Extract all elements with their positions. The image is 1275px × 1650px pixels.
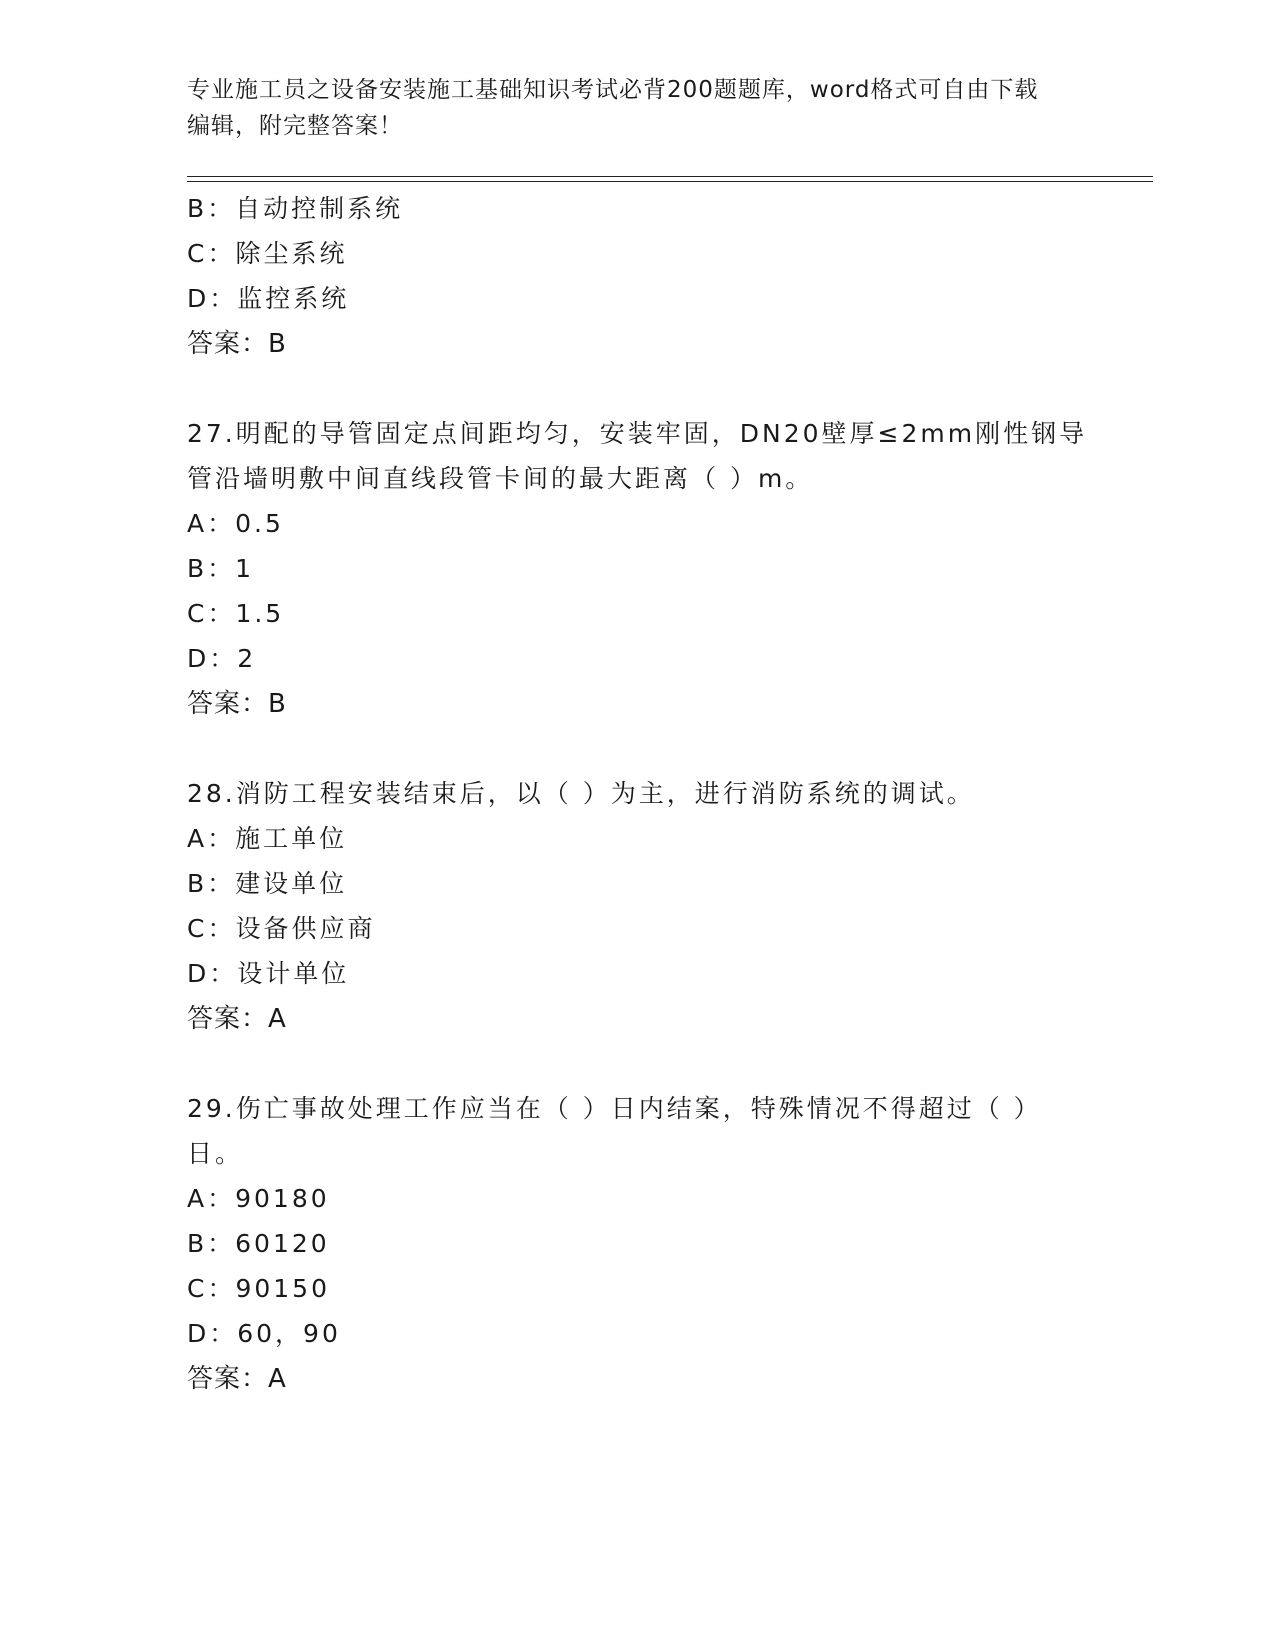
- q26-option-b: B：自动控制系统: [187, 194, 404, 223]
- q29-answer: 答案：A: [187, 1364, 287, 1394]
- q28-option-a: A：施工单位: [187, 824, 348, 853]
- q29-question-line-1: 29.伤亡事故处理工作应当在（ ）日内结案，特殊情况不得超过（ ）: [187, 1094, 1042, 1123]
- q28-option-d: D：设计单位: [187, 959, 350, 988]
- q28-answer: 答案：A: [187, 1004, 287, 1034]
- q29-option-a: A：90180: [187, 1184, 330, 1213]
- q26-option-c: C：除尘系统: [187, 239, 348, 268]
- header-line-2: 编辑，附完整答案！: [187, 113, 403, 139]
- q28-question-line-1: 28.消防工程安装结束后，以（ ）为主，进行消防系统的调试。: [187, 779, 975, 808]
- header-rule-bottom: [187, 181, 1153, 182]
- header-rule-top: [187, 176, 1153, 177]
- q27-question-line-1: 27.明配的导管固定点间距均匀，安装牢固，DN20壁厚≤2mm刚性钢导: [187, 419, 1088, 448]
- header-line-1: 专业施工员之设备安装施工基础知识考试必背200题题库，word格式可自由下载: [187, 77, 1039, 103]
- document-header: [187, 72, 1087, 144]
- q28-option-c: C：设备供应商: [187, 914, 376, 943]
- q26-option-d: D：监控系统: [187, 284, 350, 313]
- q29-question-line-2: 日。: [187, 1139, 244, 1168]
- q26-answer: 答案：B: [187, 329, 287, 359]
- q28-option-b: B：建设单位: [187, 869, 348, 898]
- q27-question-line-2: 管沿墙明敷中间直线段管卡间的最大距离（ ）m。: [187, 464, 814, 493]
- q29-option-b: B：60120: [187, 1229, 330, 1258]
- q29-option-c: C：90150: [187, 1274, 330, 1303]
- q27-option-a: A：0.5: [187, 509, 284, 538]
- q27-option-b: B：1: [187, 554, 255, 583]
- q27-answer: 答案：B: [187, 689, 287, 719]
- q27-option-d: D：2: [187, 644, 257, 673]
- q29-option-d: D：60，90: [187, 1319, 341, 1348]
- q27-option-c: C：1.5: [187, 599, 285, 628]
